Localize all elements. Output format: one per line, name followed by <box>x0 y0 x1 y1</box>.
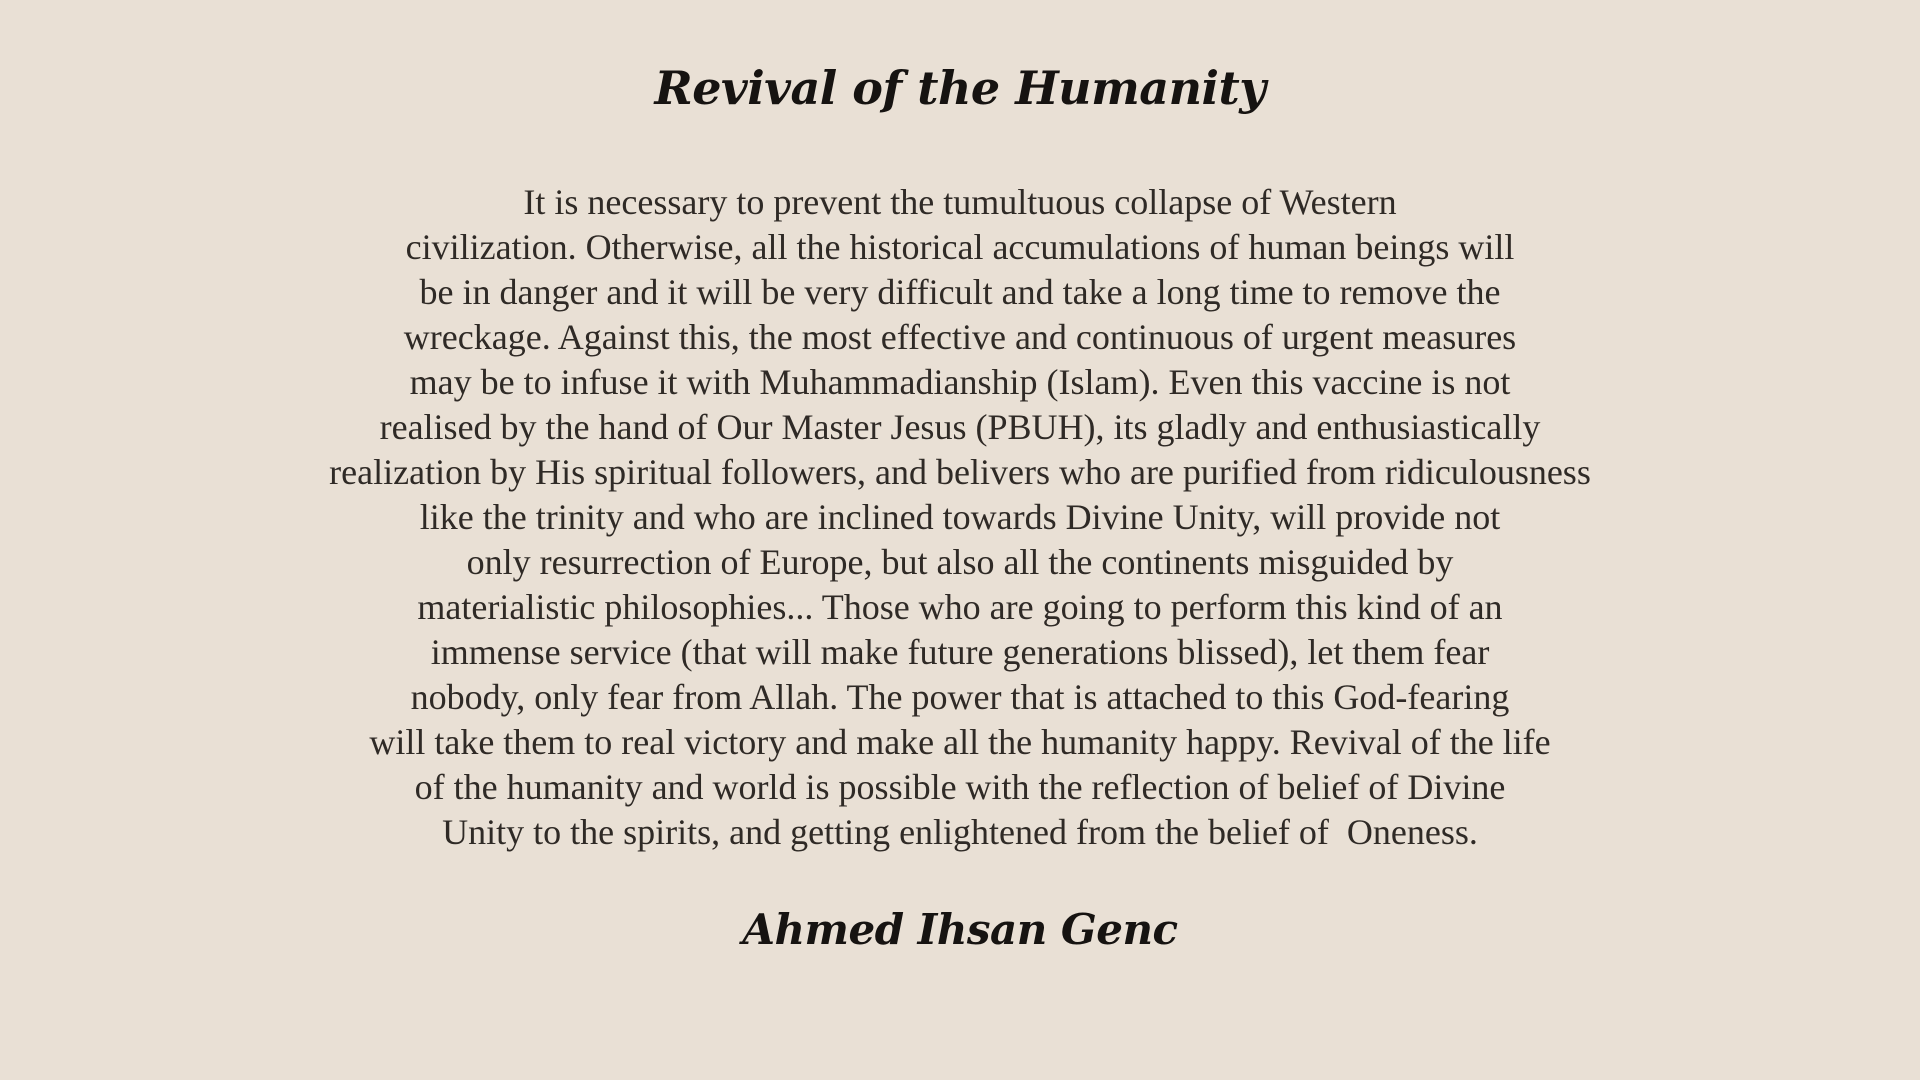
quote-line: nobody, only fear from Allah. The power that is attached to this God-fearing <box>410 677 1510 717</box>
quote-line: may be to infuse it with Muhammadianship (Islam). Even this vaccine is not <box>409 362 1511 402</box>
quote-line: immense service (that will make future generations blissed), let them fear <box>430 632 1490 672</box>
author-name: Ahmed Ihsan Genc <box>742 905 1178 954</box>
quote-line: realization by His spiritual followers, and belivers who are purified from ridiculousness <box>329 452 1591 492</box>
quote-line: like the trinity and who are inclined towards Divine Unity, will provide not <box>419 497 1501 537</box>
quote-line: only resurrection of Europe, but also all the continents misguided by <box>466 542 1454 582</box>
quote-line: materialistic philosophies... Those who are going to perform this kind of an <box>417 587 1503 627</box>
quote-line: wreckage. Against this, the most effective and continuous of urgent measures <box>403 317 1517 357</box>
quote-line: of the humanity and world is possible with the reflection of belief of Divine <box>414 767 1506 807</box>
quote-line: realised by the hand of Our Master Jesus (PBUH), its gladly and enthusiastically <box>379 407 1541 447</box>
quote-line: be in danger and it will be very difficult and take a long time to remove the <box>419 272 1501 312</box>
quote-line: civilization. Otherwise, all the historical accumulations of human beings will <box>405 227 1515 267</box>
quote-line: will take them to real victory and make all the humanity happy. Revival of the life <box>369 722 1551 762</box>
quote-line: Unity to the spirits, and getting enlightened from the belief of Oneness. <box>442 812 1478 852</box>
page-title: Revival of the Humanity <box>654 61 1266 115</box>
quote-body <box>0 180 1920 855</box>
quote-line: It is necessary to prevent the tumultuous collapse of Western <box>523 182 1397 222</box>
